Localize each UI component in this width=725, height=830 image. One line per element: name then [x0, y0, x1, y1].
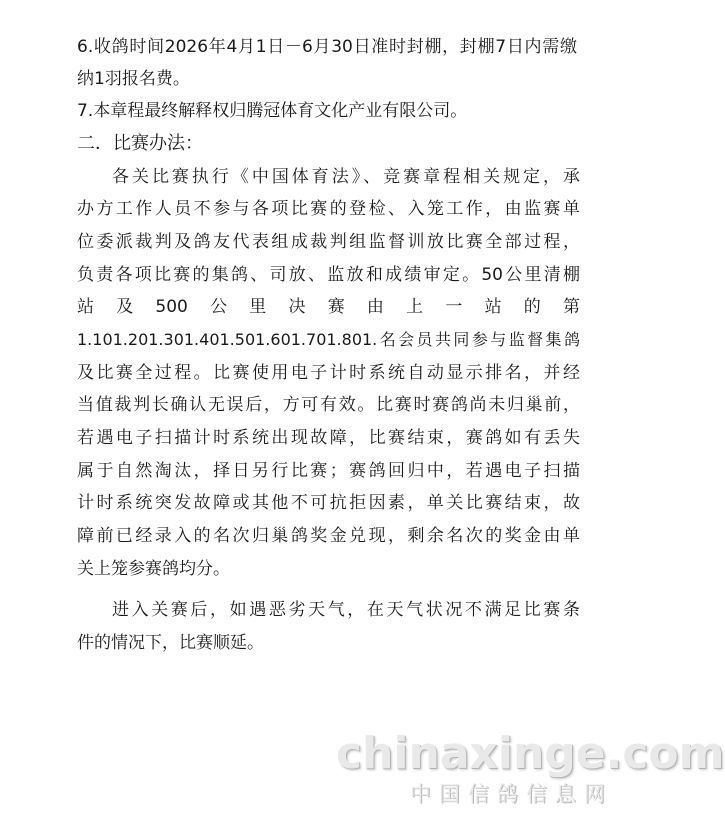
paragraph-line: 位委派裁判及鸽友代表组成裁判组监督训放比赛全部过程，: [77, 232, 580, 252]
watermark-logo-text: chinaxinge.com: [336, 728, 725, 779]
paragraph-line: 属于自然淘汰，择日另行比赛；赛鸽回归中，若遇电子扫描: [77, 461, 580, 481]
paragraph-line: 站 及 500 公 里 决 赛 由 上 一 站 的 第: [77, 297, 580, 317]
paragraph-line: 负责各项比赛的集鸽、司放、监放和成绩审定。50公里清棚: [77, 265, 580, 285]
paragraph-line: 1.101.201.301.401.501.601.701.801.名会员共同参与监督集鸽: [77, 330, 580, 349]
paragraph-line: 障前已经录入的名次归巢鸽奖金兑现，剩余名次的奖金由单: [77, 526, 580, 546]
paragraph-line: 若遇电子扫描计时系统出现故障，比赛结束，赛鸽如有丢失: [77, 428, 580, 448]
paragraph-line: 纳1羽报名费。: [77, 69, 190, 89]
paragraph-line: 进入关赛后，如遇恶劣天气，在天气状况不满足比赛条: [112, 600, 580, 620]
paragraph-line: 7.本章程最终解释权归腾冠体育文化产业有限公司。: [77, 101, 468, 121]
paragraph-line: 办方工作人员不参与各项比赛的登检、入笼工作，由监赛单: [77, 199, 580, 219]
paragraph-line: 及比赛全过程。比赛使用电子计时系统自动显示排名，并经: [77, 363, 580, 383]
watermark-subtitle: 中国信鸽信息网: [410, 782, 613, 806]
paragraph-line: 6.收鸽时间2026年4月1日－6月30日准时封棚，封棚7日内需缴: [77, 37, 577, 57]
paragraph-line: 各关比赛执行《中国体育法》、竞赛章程相关规定，承: [112, 167, 580, 187]
paragraph-line: 关上笼参赛鸽均分。: [77, 559, 230, 579]
paragraph-line: 计时系统突发故障或其他不可抗拒因素，单关比赛结束，故: [77, 493, 580, 513]
site-watermark: [318, 728, 725, 828]
section-heading: 二．比赛办法：: [77, 133, 203, 154]
paragraph-line: 件的情况下，比赛顺延。: [77, 633, 264, 653]
paragraph-line: 当值裁判长确认无误后，方可有效。比赛时赛鸽尚未归巢前，: [77, 395, 580, 415]
